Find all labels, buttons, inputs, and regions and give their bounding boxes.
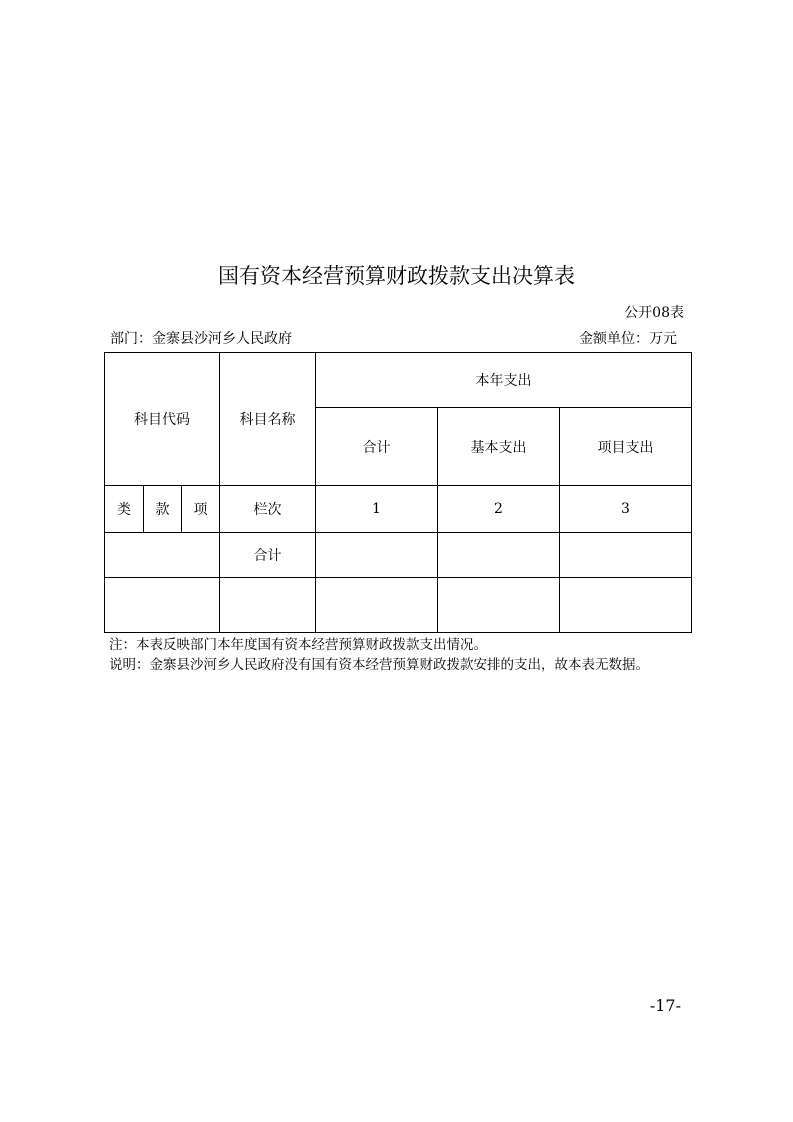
header-subject-code: 科目代码 xyxy=(105,353,220,486)
page-number: -17- xyxy=(649,996,681,1015)
table-row xyxy=(105,578,692,633)
table-row xyxy=(105,486,692,533)
total-row-label: 合计 xyxy=(220,533,316,578)
amount-unit-label: 金额单位：万元 xyxy=(579,331,677,347)
total-row-code-cell xyxy=(105,533,220,578)
department-label: 部门：金寨县沙河乡人民政府 xyxy=(110,331,292,347)
row-index-label: 栏次 xyxy=(220,486,316,533)
header-project-expense: 项目支出 xyxy=(560,408,692,486)
subheader-kuan: 款 xyxy=(144,486,182,533)
total-row-basic-cell xyxy=(438,533,560,578)
page-title: 国有资本经营预算财政拨款支出决算表 xyxy=(218,264,575,288)
table-row xyxy=(105,533,692,578)
form-number: 公开08表 xyxy=(624,305,684,321)
notes-block xyxy=(109,635,649,675)
total-row-project-cell xyxy=(560,533,692,578)
empty-row-code-cell xyxy=(105,578,220,633)
header-subject-name: 科目名称 xyxy=(220,353,316,486)
column-index-2: 2 xyxy=(438,486,560,533)
header-basic-expense: 基本支出 xyxy=(438,408,560,486)
subheader-lei: 类 xyxy=(105,486,144,533)
empty-row-project-cell xyxy=(560,578,692,633)
subheader-xiang: 项 xyxy=(182,486,220,533)
empty-row-name-cell xyxy=(220,578,316,633)
column-index-3: 3 xyxy=(560,486,692,533)
header-year-expense: 本年支出 xyxy=(316,353,692,408)
expense-table xyxy=(104,352,692,633)
total-row-total-cell xyxy=(316,533,438,578)
empty-row-total-cell xyxy=(316,578,438,633)
explanation-text: 说明：金寨县沙河乡人民政府没有国有资本经营预算财政拨款安排的支出，故本表无数据。 xyxy=(109,657,649,673)
empty-row-basic-cell xyxy=(438,578,560,633)
header-total: 合计 xyxy=(316,408,438,486)
column-index-1: 1 xyxy=(316,486,438,533)
note-text: 注：本表反映部门本年度国有资本经营预算财政拨款支出情况。 xyxy=(109,637,487,653)
